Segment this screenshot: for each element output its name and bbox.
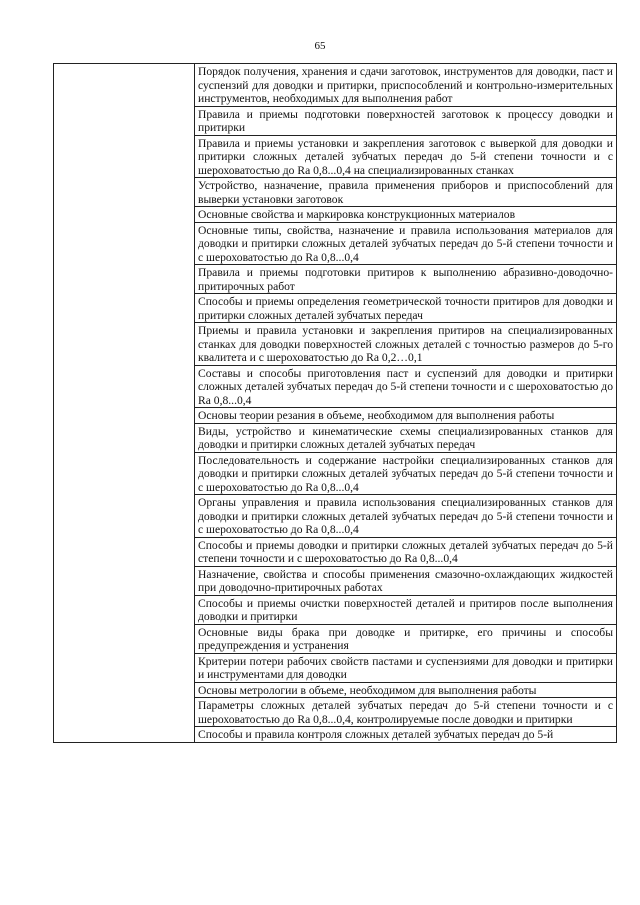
requirement-text: Способы и правила контроля сложных деталей зубчатых передач до 5-й xyxy=(198,728,554,741)
page-number: 65 xyxy=(314,40,326,52)
requirement-cell xyxy=(195,408,617,424)
requirement-cell xyxy=(195,294,617,323)
requirement-text: Приемы и правила установки и закрепления притиров на специализированных станках для доводки поверхностей сложных деталей с точностью размеров до 5-го квалитета и с шероховатостью до Ra 0,2…0,1 xyxy=(198,324,613,364)
requirement-cell xyxy=(195,595,617,624)
requirement-cell xyxy=(195,365,617,408)
requirement-text: Правила и приемы подготовки притиров к выполнению абразивно-доводочно-притирочных работ xyxy=(198,266,613,293)
requirements-table xyxy=(53,63,617,743)
requirement-cell xyxy=(195,207,617,223)
requirement-cell xyxy=(195,653,617,682)
requirement-text: Составы и способы приготовления паст и суспензий для доводки и притирки сложных деталей зубчатых передач до 5-й степени точности и с шероховатостью до Ra 0,8...0,4 xyxy=(198,366,613,407)
requirement-text: Устройство, назначение, правила применения приборов и приспособлений для выверки установки заготовок xyxy=(198,179,613,206)
requirement-cell xyxy=(195,727,617,743)
requirement-text: Виды, устройство и кинематические схемы специализированных станков для доводки и притирки сложных деталей зубчатых передач xyxy=(198,424,613,451)
requirement-text: Способы и приемы определения геометрической точности притиров для доводки и притирки сложных деталей зубчатых передач xyxy=(198,295,613,322)
requirement-cell xyxy=(195,222,617,265)
requirement-cell xyxy=(195,106,617,135)
requirement-text: Правила и приемы установки и закрепления заготовок с выверкой для доводки и притирки сложных деталей зубчатых передач до 5-й степени точности и с шероховатостью до Ra 0,8...0,4 на специализированных станках xyxy=(198,136,613,177)
requirement-cell xyxy=(195,64,617,107)
requirement-cell xyxy=(195,323,617,366)
requirement-text: Назначение, свойства и способы применения смазочно-охлаждающих жидкостей при доводочно-притирочных работах xyxy=(198,567,613,594)
table-body xyxy=(54,64,617,743)
requirement-text: Способы и приемы доводки и притирки сложных деталей зубчатых передач до 5-й степени точности и с шероховатостью до Ra 0,8...0,4 xyxy=(198,538,613,565)
requirement-text: Основы метрологии в объеме, необходимом для выполнения работы xyxy=(198,683,537,697)
requirement-text: Основные виды брака при доводке и притирке, его причины и способы предупреждения и устранения xyxy=(198,625,613,652)
requirement-text: Основы теории резания в объеме, необходимом для выполнения работы xyxy=(198,409,555,422)
requirement-text: Органы управления и правила использования специализированных станков для доводки и притирки сложных деталей зубчатых передач до 5-й степени точности и с шероховатостью до Ra 0,8...0,4 xyxy=(198,496,613,536)
requirement-text: Основные типы, свойства, назначение и правила использования материалов для доводки и притирки сложных деталей зубчатых передач до 5-й степени точности и с шероховатостью до Ra 0,8...0,4 xyxy=(198,223,613,264)
requirement-cell xyxy=(195,423,617,452)
requirement-cell xyxy=(195,682,617,698)
table-row xyxy=(54,64,617,107)
requirement-text: Правила и приемы подготовки поверхностей заготовок к процессу доводки и притирки xyxy=(198,107,613,134)
requirement-cell xyxy=(195,178,617,207)
requirement-cell xyxy=(195,452,617,495)
requirement-cell xyxy=(195,495,617,538)
requirement-cell xyxy=(195,135,617,178)
requirement-text: Критерии потери рабочих свойств пастами и суспензиями для доводки и притирки и инструментами для доводки xyxy=(198,654,613,681)
requirement-text: Порядок получения, хранения и сдачи заготовок, инструментов для доводки, паст и суспензий для доводки и притирки, приспособлений и контрольно-измерительных инструментов, необходимых для выполнения работ xyxy=(198,65,613,105)
requirement-text: Последовательность и содержание настройки специализированных станков для доводки и притирки сложных деталей зубчатых передач до 5-й степени точности и с шероховатостью до Ra 0,8...0,4 xyxy=(198,453,613,494)
label-column-cell xyxy=(54,64,195,743)
requirement-cell xyxy=(195,537,617,566)
requirement-text: Основные свойства и маркировка конструкционных материалов xyxy=(198,208,516,221)
requirement-cell xyxy=(195,265,617,294)
requirement-text: Способы и приемы очистки поверхностей деталей и притиров после выполнения доводки и притирки xyxy=(198,596,613,623)
requirement-cell xyxy=(195,698,617,727)
requirement-cell xyxy=(195,624,617,653)
requirement-text: Параметры сложных деталей зубчатых передач до 5-й степени точности и с шероховатостью до Ra 0,8...0,4, контролируемые после доводки и притирки xyxy=(198,699,613,726)
requirement-cell xyxy=(195,566,617,595)
